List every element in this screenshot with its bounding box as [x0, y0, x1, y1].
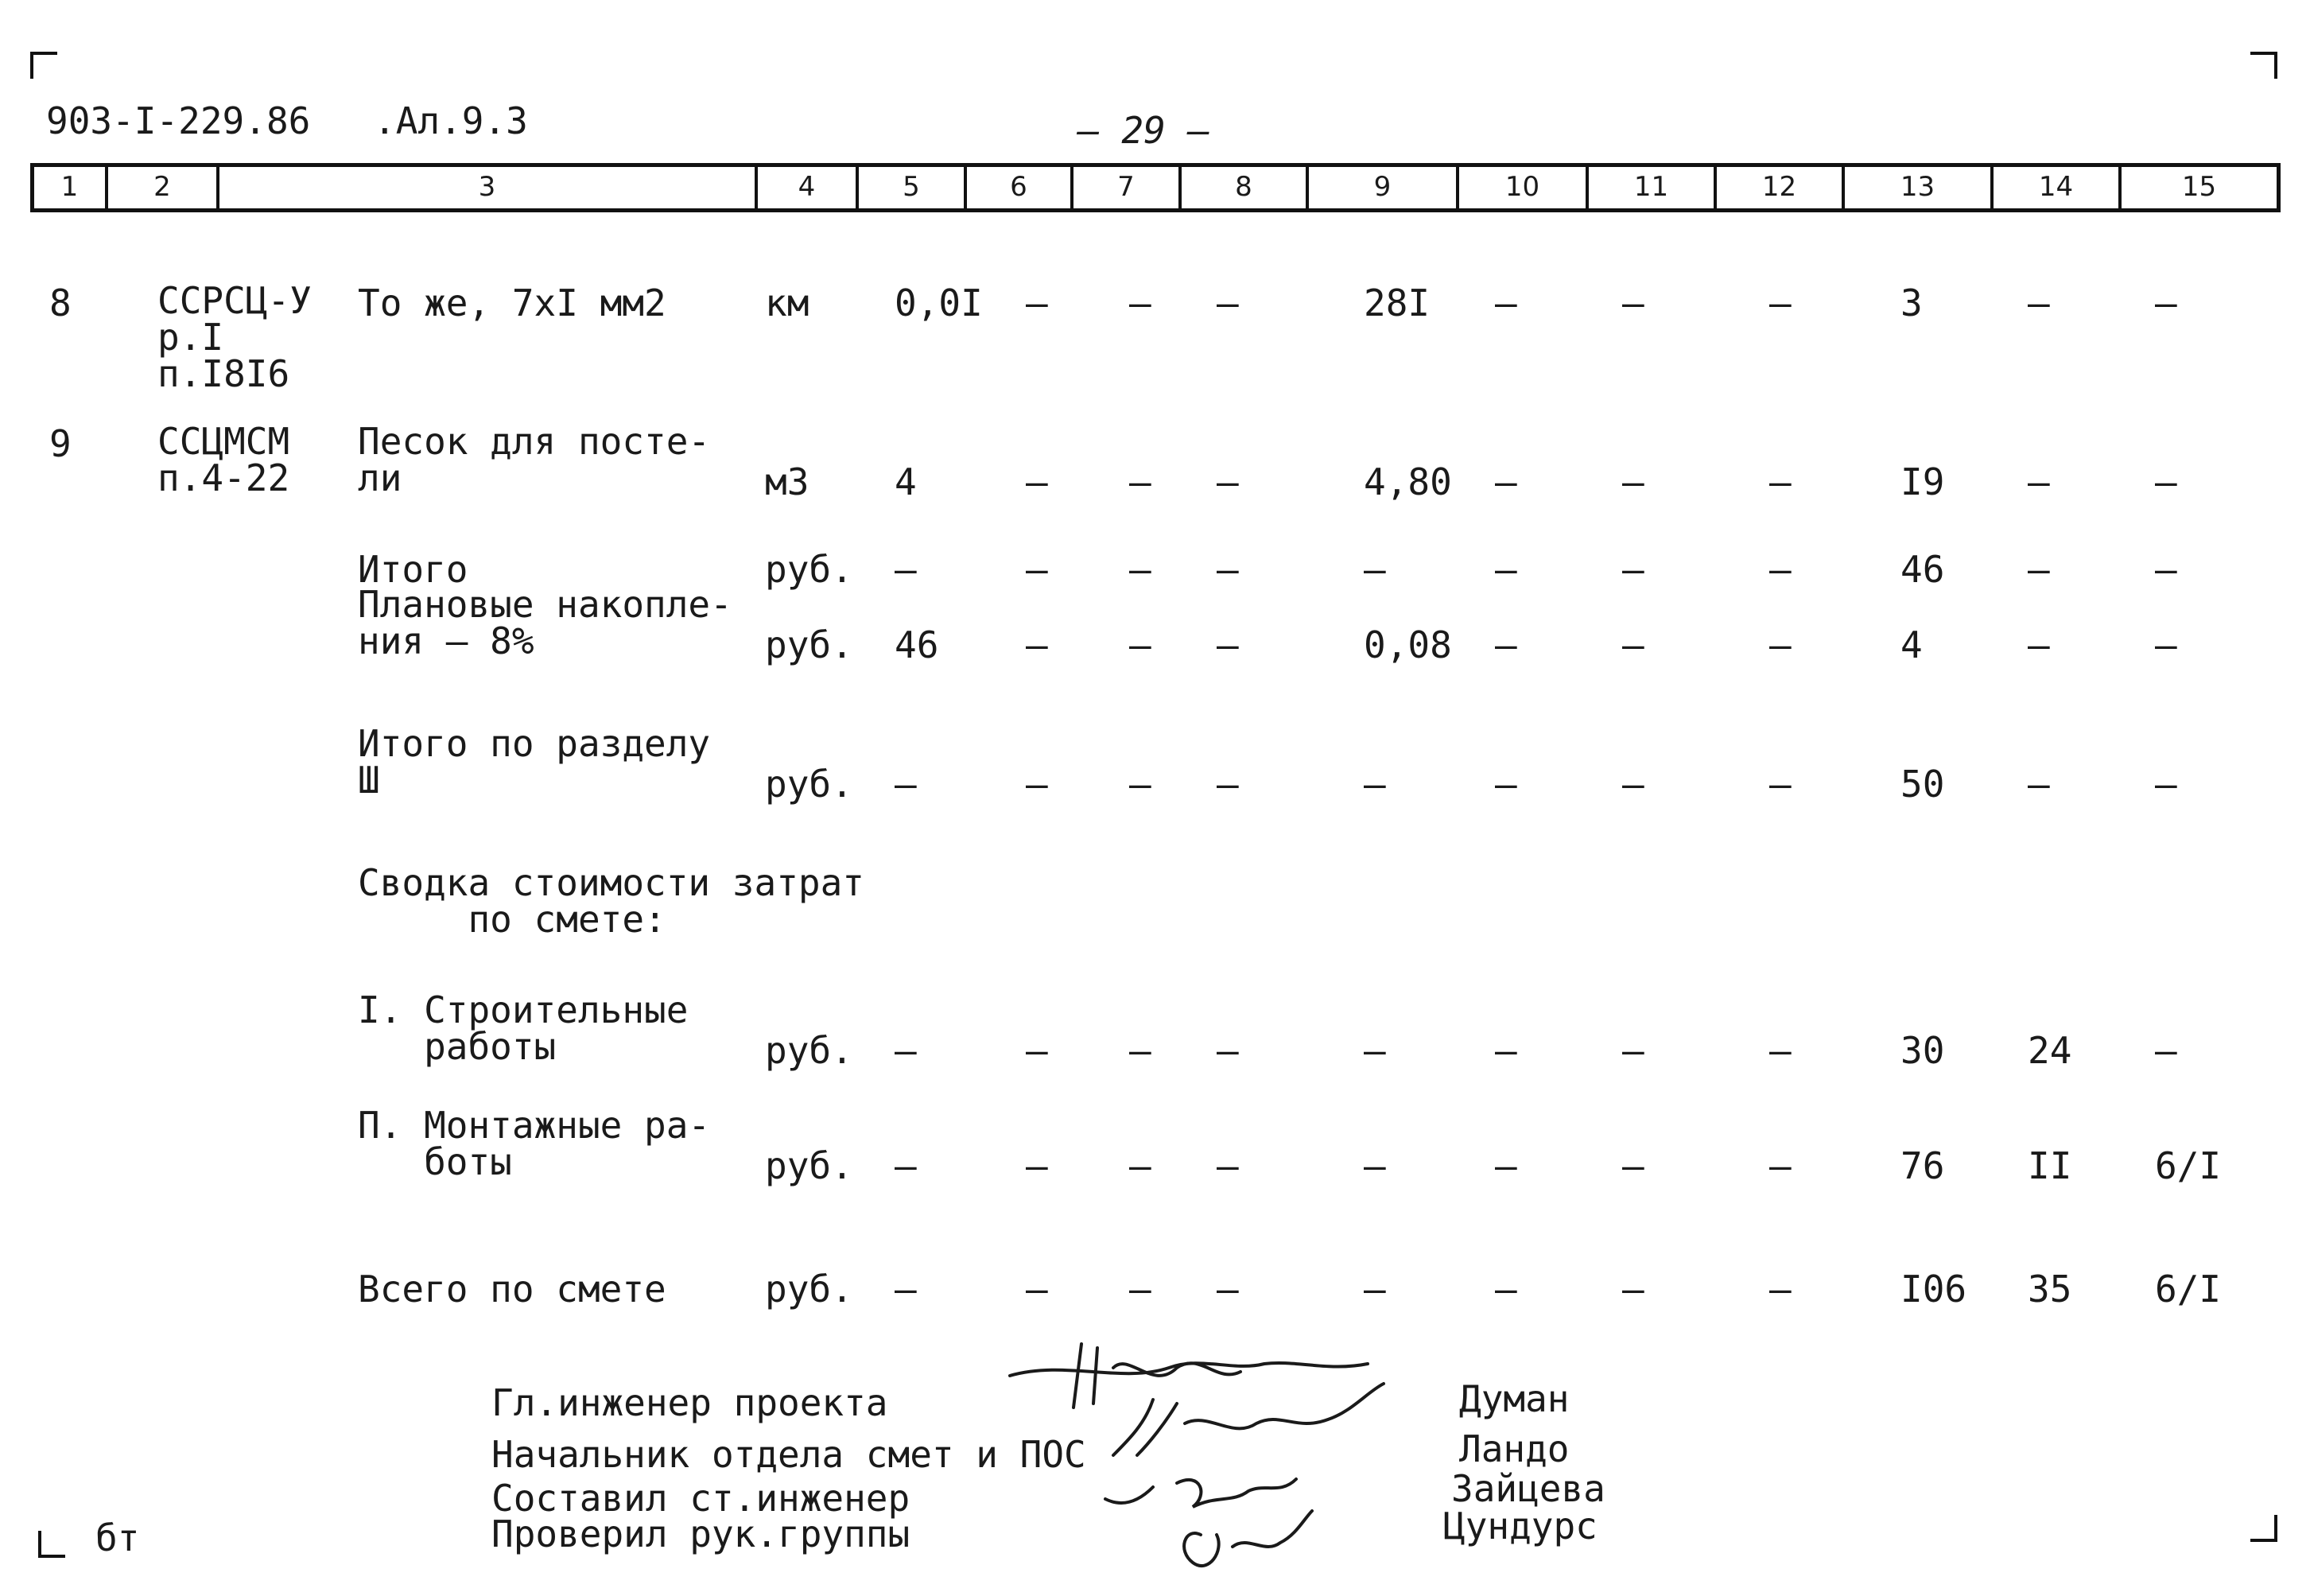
column-number-9: 9: [1306, 167, 1456, 208]
table-cell-col11: –: [1622, 1029, 1644, 1072]
table-cell-col6: –: [1026, 1144, 1048, 1187]
table-cell-col10: –: [1495, 623, 1517, 666]
column-number-7: 7: [1070, 167, 1178, 208]
table-cell-col15: –: [2155, 282, 2177, 324]
table-cell-col6: –: [1026, 623, 1048, 666]
table-cell-col8: –: [1217, 1144, 1239, 1187]
table-cell-col15: 6/I: [2155, 1144, 2222, 1187]
table-cell-col4: км: [765, 282, 809, 324]
column-number-12: 12: [1714, 167, 1842, 208]
table-cell-col12: –: [1769, 1268, 1792, 1311]
table-cell-col3: Песок для посте- ли: [358, 420, 711, 499]
table-cell-col15: –: [2155, 548, 2177, 591]
table-cell-col3: Итого: [358, 548, 468, 591]
table-cell-col3: Итого по разделу Ш: [358, 722, 711, 802]
column-number-10: 10: [1456, 167, 1586, 208]
table-cell-col4: руб.: [765, 1029, 853, 1072]
document-code: 903-I-229.86: [46, 99, 311, 142]
table-cell-col7: –: [1129, 1268, 1151, 1311]
signature-name-3: Зайцева: [1451, 1467, 1605, 1510]
table-cell-col1: 8: [49, 282, 72, 324]
table-cell-col8: –: [1217, 623, 1239, 666]
table-cell-col5: 46: [895, 623, 939, 666]
column-number-4: 4: [755, 167, 856, 208]
table-cell-col8: –: [1217, 548, 1239, 591]
table-cell-col11: –: [1622, 282, 1644, 324]
table-cell-col5: 0,0I: [895, 282, 983, 324]
table-cell-col10: –: [1495, 1268, 1517, 1311]
table-cell-col4: руб.: [765, 548, 853, 591]
table-cell-col13: 50: [1900, 763, 1945, 806]
table-cell-col11: –: [1622, 548, 1644, 591]
table-cell-col13: 30: [1900, 1029, 1945, 1072]
table-cell-col4: руб.: [765, 763, 853, 806]
table-cell-col11: –: [1622, 623, 1644, 666]
table-cell-col4: руб.: [765, 1268, 853, 1311]
table-cell-col8: –: [1217, 282, 1239, 324]
sheet-mark: бт: [95, 1516, 140, 1559]
column-number-13: 13: [1842, 167, 1990, 208]
table-cell-col14: –: [2028, 623, 2050, 666]
signature-role-3: Составил ст.инженер: [491, 1477, 910, 1520]
table-cell-col13: 46: [1900, 548, 1945, 591]
table-cell-col9: –: [1364, 763, 1386, 806]
table-cell-col14: –: [2028, 763, 2050, 806]
table-cell-col13: 3: [1900, 282, 1923, 324]
table-cell-col12: –: [1769, 548, 1792, 591]
table-cell-col7: –: [1129, 623, 1151, 666]
table-cell-col14: II: [2028, 1144, 2072, 1187]
table-cell-col9: –: [1364, 1029, 1386, 1072]
table-cell-col11: –: [1622, 1144, 1644, 1187]
table-cell-col9: 0,08: [1364, 623, 1452, 666]
table-cell-col13: I06: [1900, 1268, 1967, 1311]
table-cell-col5: –: [895, 1029, 917, 1072]
table-cell-col12: –: [1769, 1029, 1792, 1072]
table-cell-col4: руб.: [765, 623, 853, 666]
column-number-row: [30, 163, 2281, 212]
table-cell-col10: –: [1495, 1144, 1517, 1187]
table-cell-col9: 28I: [1364, 282, 1431, 324]
table-cell-col5: –: [895, 1144, 917, 1187]
table-cell-col12: –: [1769, 282, 1792, 324]
table-cell-col3: П. Монтажные ра- боты: [358, 1104, 711, 1183]
table-cell-col14: –: [2028, 282, 2050, 324]
table-cell-col5: –: [895, 548, 917, 591]
table-cell-col5: –: [895, 1268, 917, 1311]
table-cell-col10: –: [1495, 1029, 1517, 1072]
column-number-8: 8: [1178, 167, 1306, 208]
table-cell-col12: –: [1769, 763, 1792, 806]
table-cell-col8: –: [1217, 1268, 1239, 1311]
column-number-14: 14: [1990, 167, 2118, 208]
table-cell-col15: –: [2155, 623, 2177, 666]
table-cell-col2: ССЦМСМ п.4-22: [157, 420, 290, 499]
table-cell-col7: –: [1129, 282, 1151, 324]
table-cell-col3: I. Строительные работы: [358, 988, 689, 1068]
table-cell-col10: –: [1495, 460, 1517, 503]
table-cell-col3: Всего по смете: [358, 1268, 666, 1311]
table-cell-col8: –: [1217, 763, 1239, 806]
table-cell-col11: –: [1622, 763, 1644, 806]
table-cell-col6: –: [1026, 282, 1048, 324]
table-cell-col11: –: [1622, 460, 1644, 503]
table-cell-col14: –: [2028, 548, 2050, 591]
album-label: .Ал.9.3: [374, 99, 528, 142]
table-cell-col6: –: [1026, 763, 1048, 806]
signature-name-4: Цундурс: [1443, 1505, 1598, 1547]
table-cell-col9: –: [1364, 1268, 1386, 1311]
column-number-5: 5: [856, 167, 964, 208]
table-cell-col12: –: [1769, 460, 1792, 503]
table-cell-col12: –: [1769, 623, 1792, 666]
column-number-3: 3: [216, 167, 755, 208]
table-cell-col8: –: [1217, 460, 1239, 503]
table-cell-col7: –: [1129, 1029, 1151, 1072]
table-cell-col9: –: [1364, 1144, 1386, 1187]
column-number-1: 1: [60, 171, 79, 203]
table-cell-col8: –: [1217, 1029, 1239, 1072]
table-cell-col6: –: [1026, 1029, 1048, 1072]
corner-mark-top-right: [2250, 52, 2277, 79]
table-cell-col3: Сводка стоимости затрат по смете:: [358, 861, 864, 941]
table-cell-col14: 35: [2028, 1268, 2072, 1311]
table-cell-col7: –: [1129, 763, 1151, 806]
page-number: — 29 —: [1077, 109, 1210, 152]
table-cell-col5: –: [895, 763, 917, 806]
column-number-6: 6: [964, 167, 1070, 208]
table-cell-col6: –: [1026, 1268, 1048, 1311]
table-cell-col2: ССРСЦ-У р.I п.I8I6: [157, 279, 312, 395]
signature-role-4: Проверил рук.группы: [491, 1513, 910, 1555]
table-cell-col3: Плановые накопле- ния – 8%: [358, 583, 732, 662]
table-cell-col12: –: [1769, 1144, 1792, 1187]
table-cell-col4: руб.: [765, 1144, 853, 1187]
table-cell-col9: 4,80: [1364, 460, 1452, 503]
table-cell-col6: –: [1026, 548, 1048, 591]
table-cell-col15: –: [2155, 763, 2177, 806]
table-cell-col15: –: [2155, 1029, 2177, 1072]
table-cell-col13: 4: [1900, 623, 1923, 666]
table-cell-col10: –: [1495, 548, 1517, 591]
table-cell-col6: –: [1026, 460, 1048, 503]
table-cell-col1: 9: [49, 422, 72, 465]
table-cell-col5: 4: [895, 460, 917, 503]
corner-mark-bottom-left: [38, 1531, 65, 1558]
table-cell-col4: м3: [765, 460, 809, 503]
signature-name-1: Думан: [1459, 1377, 1570, 1420]
table-cell-col15: 6/I: [2155, 1268, 2222, 1311]
corner-mark-top-left: [30, 52, 57, 79]
table-cell-col10: –: [1495, 282, 1517, 324]
column-number-15: 15: [2118, 167, 2277, 208]
column-number-2: 2: [105, 167, 216, 208]
table-cell-col11: –: [1622, 1268, 1644, 1311]
table-cell-col7: –: [1129, 548, 1151, 591]
table-cell-col14: –: [2028, 460, 2050, 503]
signature-role-1: Гл.инженер проекта: [491, 1381, 888, 1424]
corner-mark-bottom-right: [2250, 1515, 2277, 1542]
column-number-11: 11: [1586, 167, 1714, 208]
table-cell-col9: –: [1364, 548, 1386, 591]
table-cell-col7: –: [1129, 460, 1151, 503]
signature-name-2: Ландо: [1459, 1427, 1570, 1470]
table-cell-col15: –: [2155, 460, 2177, 503]
signature-role-2: Начальник отдела смет и ПОС: [491, 1433, 1086, 1476]
table-cell-col14: 24: [2028, 1029, 2072, 1072]
table-cell-col7: –: [1129, 1144, 1151, 1187]
table-cell-col3: То же, 7хI мм2: [358, 282, 666, 324]
table-cell-col13: I9: [1900, 460, 1945, 503]
table-cell-col10: –: [1495, 763, 1517, 806]
table-cell-col13: 76: [1900, 1144, 1945, 1187]
handwritten-signatures: [994, 1336, 1423, 1590]
